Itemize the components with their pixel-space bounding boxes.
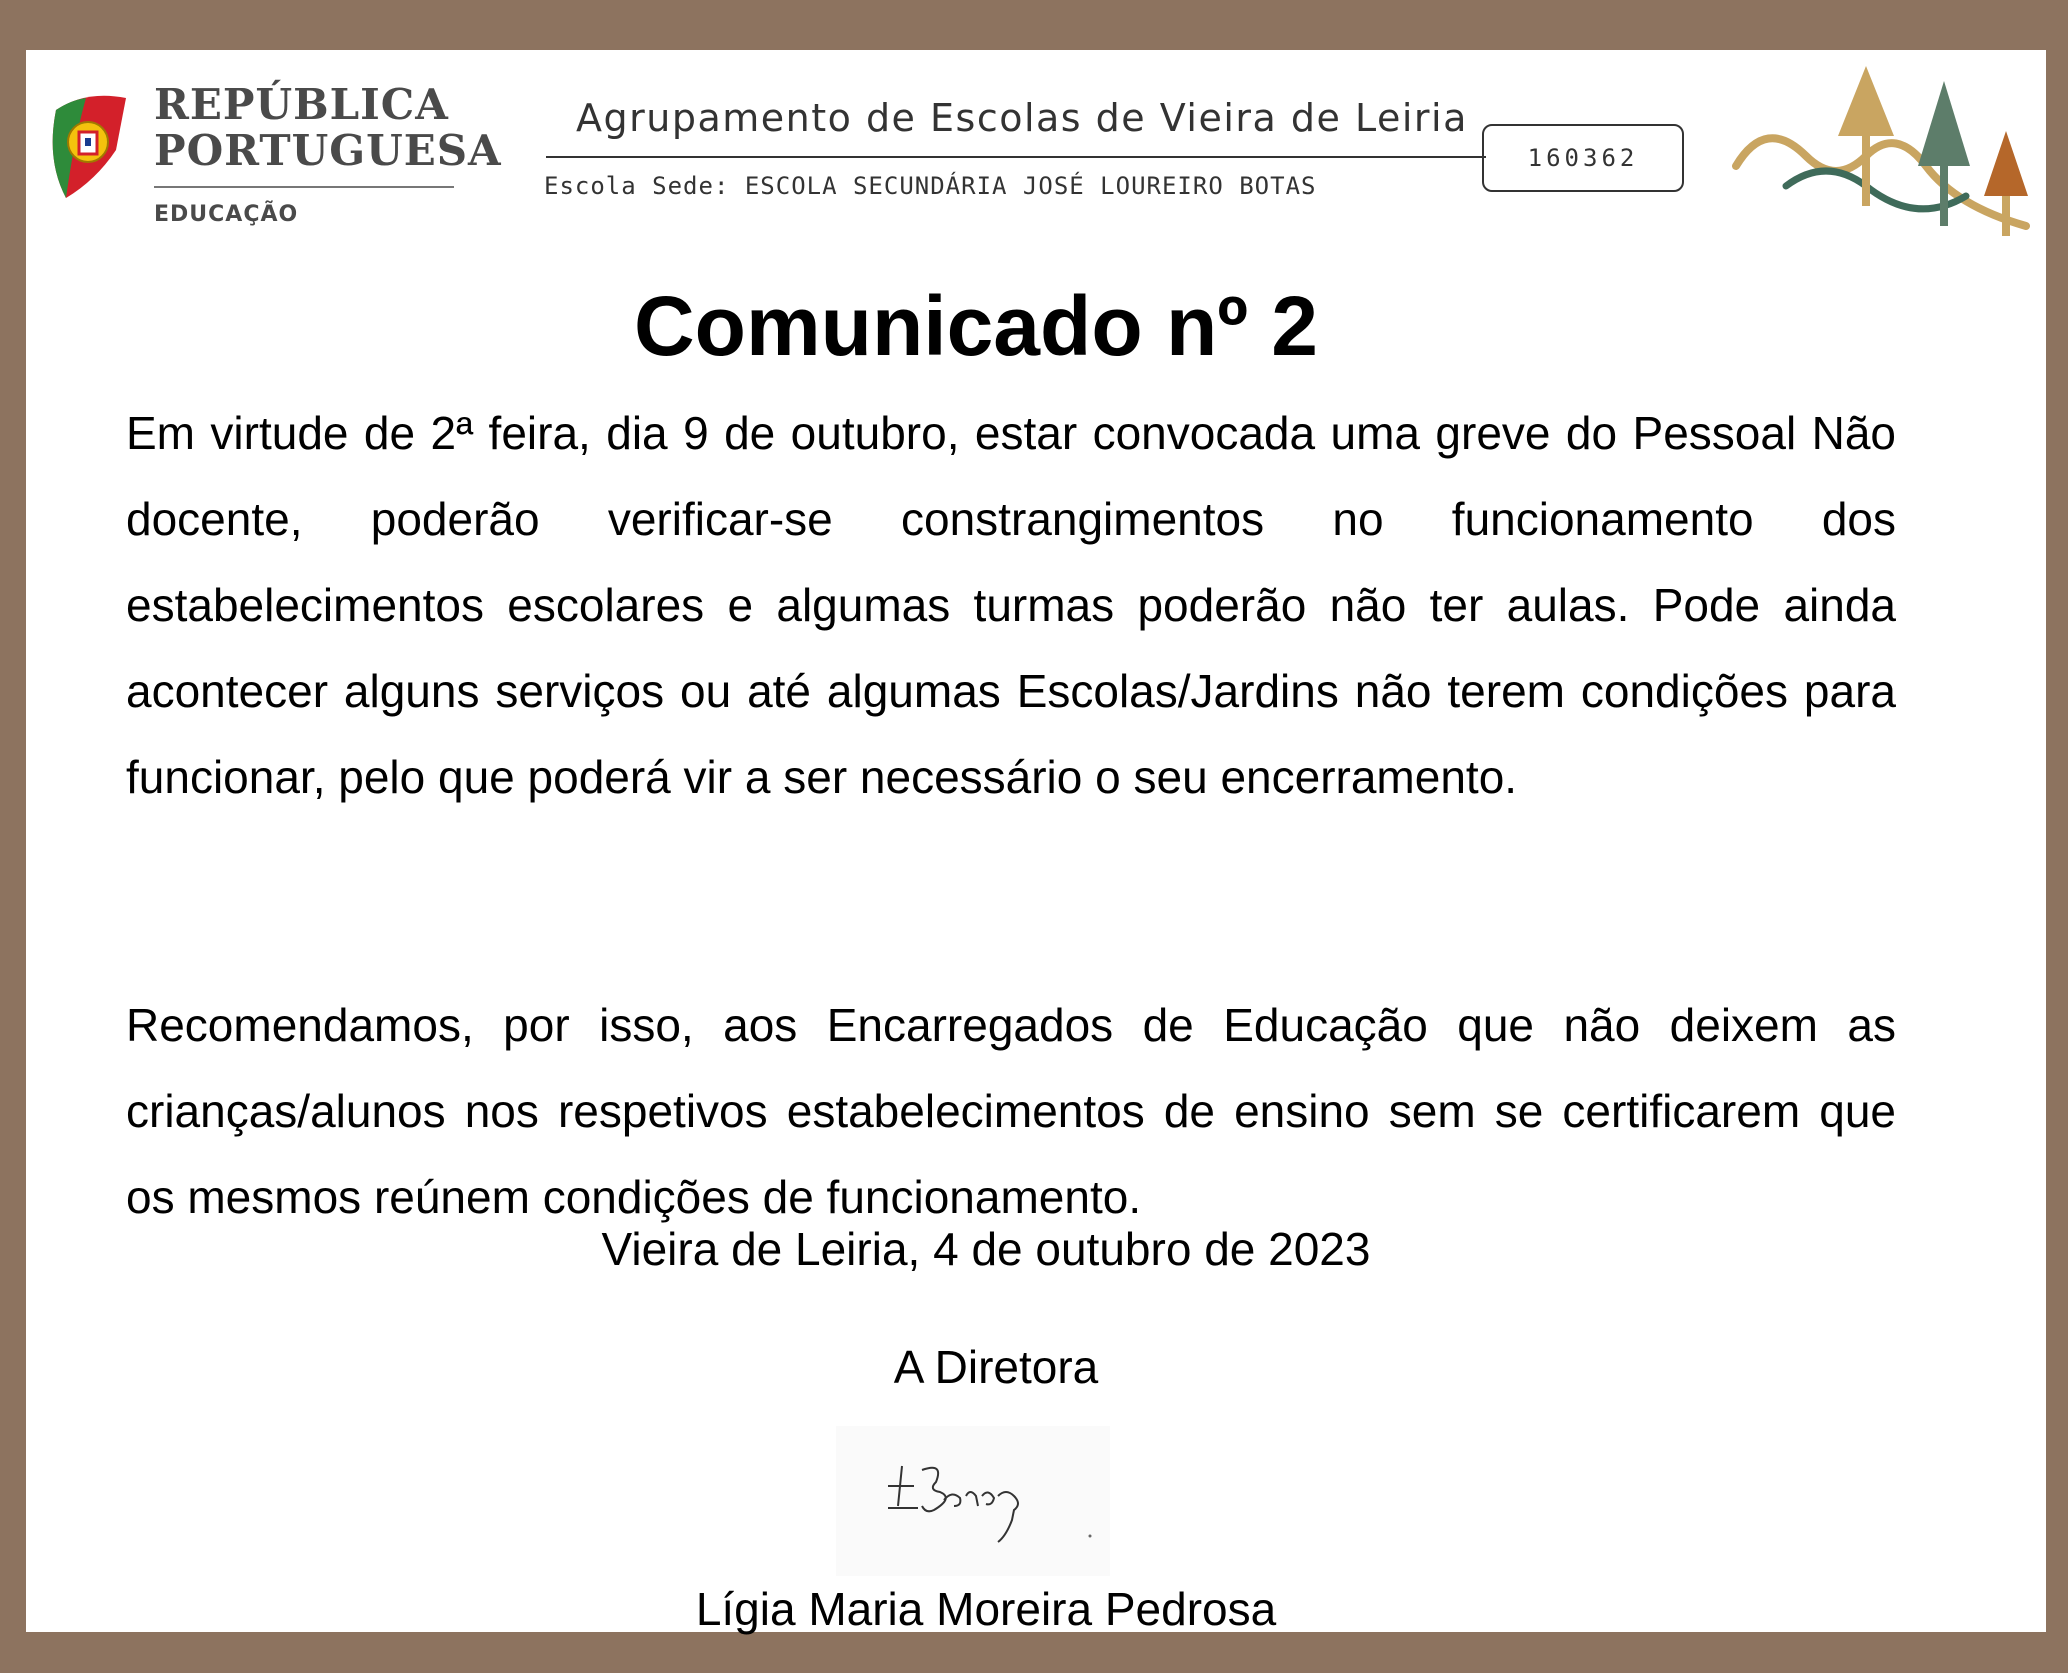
- school-name: Agrupamento de Escolas de Vieira de Leiria: [576, 96, 1468, 140]
- school-divider: [546, 156, 1486, 158]
- school-code-badge: 160362: [1482, 124, 1684, 192]
- trees-logo-icon: [1726, 56, 2036, 246]
- logo-line2: PORTUGUESA: [154, 126, 502, 175]
- signer-name: Lígia Maria Moreira Pedrosa: [695, 1583, 1277, 1635]
- page-title: Comunicado nº 2: [633, 279, 1319, 373]
- dateline: Vieira de Leiria, 4 de outubro de 2023: [601, 1223, 1371, 1275]
- signer-role: A Diretora: [893, 1341, 1099, 1393]
- school-sede: Escola Sede: ESCOLA SECUNDÁRIA JOSÉ LOUREIRO BOTAS: [544, 172, 1317, 200]
- paragraph-1: Em virtude de 2ª feira, dia 9 de outubro, estar convocada uma greve do Pessoal Não docente, poderão verificar-se constrangimentos no funcionamento dos estabelecimentos escolares e algumas turmas poderão não ter aulas. Pode ainda acontecer alguns serviços ou até algumas Escolas/Jardins não terem condições para funcionar, pelo que poderá vir a ser necessário o seu encerramento.: [126, 407, 1896, 803]
- logo-subtitle: EDUCAÇÃO: [154, 202, 299, 227]
- paragraph-2: Recomendamos, por isso, aos Encarregados de Educação que não deixem as crianças/alunos nos respetivos estabelecimentos de ensino sem se certificarem que os mesmos reúnem condições de funcionamento.: [126, 999, 1896, 1223]
- signature-icon: [836, 1426, 1110, 1576]
- document-page: [26, 50, 2046, 1635]
- republica-portuguesa-logo: [46, 80, 506, 250]
- logo-divider: [154, 186, 454, 188]
- logo-line1: REPÚBLICA: [154, 80, 449, 129]
- letterhead: [26, 50, 2046, 256]
- portugal-emblem-icon: [46, 90, 136, 200]
- handwritten-signature: [836, 1426, 1110, 1576]
